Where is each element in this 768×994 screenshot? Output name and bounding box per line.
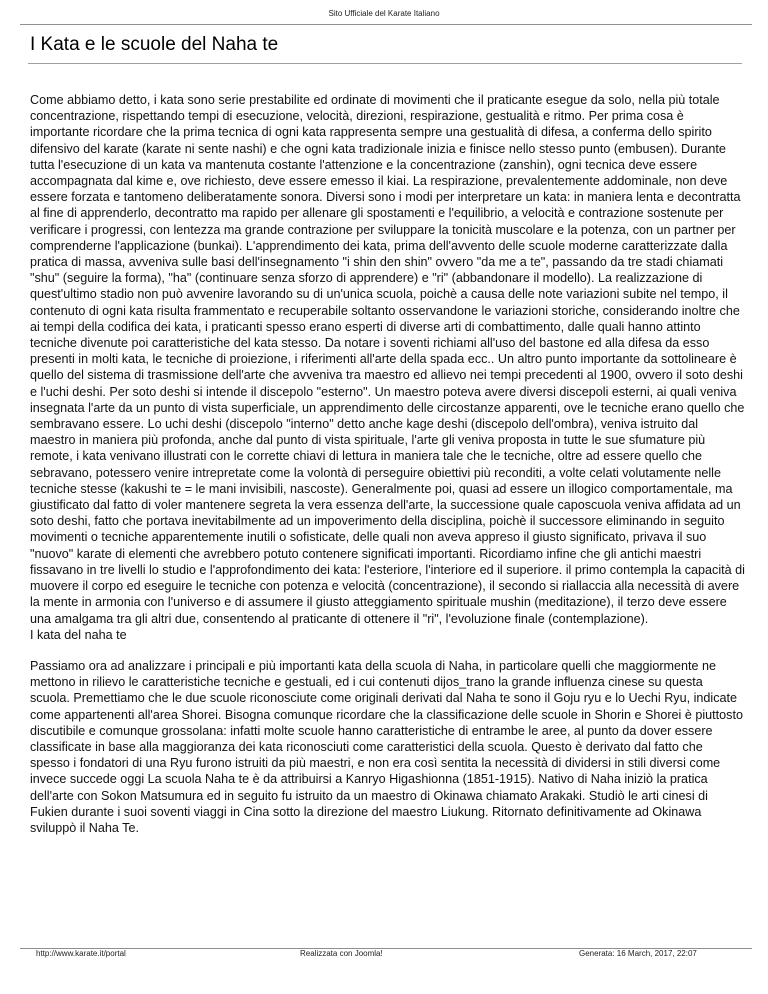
section-subheading: I kata del naha te <box>30 627 127 642</box>
article-body <box>30 92 746 836</box>
header-divider <box>20 24 752 25</box>
site-header: Sito Ufficiale del Karate Italiano <box>328 9 440 18</box>
article-paragraph-2: Passiamo ora ad analizzare i principali e più importanti kata della scuola di Naha, in particolare quelli che maggiormente ne mettono in rilievo le caratteristiche tecniche e gestuali, ed i cui contenuti dijos_trano la grande influenza cinese su questa scuola. Premettiamo che le due scuole riconosciute come originali derivati dal Naha te sono il Goju ryu e lo Uechi Ryu, indicate come appartenenti all'area Shorei. Bisogna comunque ricordare che la classificazione delle scuole in Shorin e Shorei è piuttosto discutibile e comunque grossolana: infatti molte scuole hanno caratteristiche di entrambe le aree, al punto da dover essere classificate in base alla maggioranza dei kata riconosciuti come caratteristici della scuola. Questo è derivato dal fatto che spesso i fondatori di una Ryu furono istruiti da più maestri, e non era così sentita la necessità di dividersi in stili diversi come invece succede oggi La scuola Naha te è da attribuirsi a Kanryo Higashionna (1851-1915). Nativo di Naha iniziò la pratica dell'arte con Sokon Matsumura ed in seguito fu istruito da un maestro di Okinawa chiamato Arakaki. Studiò le arti cinesi di Fukien durante i suoi soventi viaggi in Cina sotto la direzione del maestro Liukung. Ritornato definitivamente ad Okinawa sviluppò il Naha Te. <box>30 658 743 835</box>
footer-generated-date: Generata: 16 March, 2017, 22:07 <box>579 949 697 958</box>
footer-url: http://www.karate.it/portal <box>36 949 126 958</box>
page-title: I Kata e le scuole del Naha te <box>30 34 279 55</box>
title-divider <box>28 63 742 64</box>
article-paragraph-1: Come abbiamo detto, i kata sono serie prestabilite ed ordinate di movimenti che il praticante esegue da solo, nella più totale concentrazione, rispettando tempi di esecuzione, velocità, direzioni, respirazione, gestualità e ritmo. Per prima cosa è importante ricordare che la prima tecnica di ogni kata rappresenta sempre una gestualità di difesa, a conferma dello spirito difensivo del karate (karate ni sente nashi) e che ogni kata tradizionale inizia e finisce nello stesso punto (embusen). Durante tutta l'esecuzione di un kata va mantenuta costante l'attenzione e la concentrazione (zanshin), ogni tecnica deve essere accompagnata dal kime e, ove richiesto, deve essere emesso il kiai. La respirazione, prevalentemente addominale, non deve essere forzata e tantomeno deliberatamente sonora. Diversi sono i modi per interpretare un kata: in maniera lenta e decontratta al fine di apprenderlo, decontratto ma rapido per allenare gli spostamenti e l'equilibrio, a velocità e contrazione sostenute per verificare i progressi, con lentezza ma grande contrazione per sviluppare la tonicità muscolare e la potenza, con un partner per comprenderne l'applicazione (bunkai). L'apprendimento dei kata, prima dell'avvento delle scuole moderne caratterizzate dalla pratica di massa, avveniva sulle basi dell'insegnamento "i shin den shin" ovvero "da me a te", passando da tre stadi chiamati "shu" (seguire la forma), "ha" (continuare senza sforzo di apprendere) e "ri" (abbandonare il modello). La realizzazione di quest'ultimo stadio non può avvenire lavorando su di un'unica scuola, poichè a causa delle note variazioni subite nel tempo, il contenuto di ogni kata risulta frammentato e recuperabile soltanto osservandone le variazioni storiche, considerando inoltre che ai tempi della codifica dei kata, i praticanti spesso erano esperti di diverse arti di combattimento, dalle quali hanno attinto tecniche divenute poi caratteristiche del kata stesso. Da notare i soventi richiami all'uso del bastone ed alla difesa da esso presenti in molti kata, le tecniche di proiezione, i riferimenti all'arte della spada ecc.. Un altro punto importante da sottolineare è quello del sistema di trasmissione dell'arte che avveniva tra maestro ed allievo nei tempi precedenti al 1900, ovvero il soto deshi e l'uchi deshi. Per soto deshi si intende il discepolo "esterno". Un maestro poteva avere diversi discepoli esterni, ai quali veniva insegnata l'arte da un punto di vista superficiale, un apprendimento delle circostanze apparenti, ove le tecniche erano quello che sembravano essere. Lo uchi deshi (discepolo "interno" detto anche kage deshi (discepolo dell'ombra), veniva istruito dal maestro in maniera più profonda, anche dal punto di vista spirituale, l'arte gli veniva proposta in tutte le sue sfumature più remote, i kata venivano illustrati con le corrette chiavi di lettura in maniera tale che le tecniche, oltre ad essere quello che sebravano, potessero venire intrepretate come la volontà di perseguire obiettivi più reconditi, a volte celati volutamente nelle tecniche stesse (kakushi te = le mani invisibili, nascoste). Generalmente poi, quasi ad essere un illogico comportamentale, ma giustificato dal fatto di voler mantenere segreta la vera essenza dell'arte, la successione quale caposcuola veniva affidata ad un soto deshi, fatto che portava inevitabilmente ad un impoverimento della disciplina, poichè il successore eliminando in seguito movimenti o tecniche apparentemente inutili o sofisticate, delle quali non aveva appreso il giusto significato, privava il suo "nuovo" karate di elementi che avrebbero potuto contenere significati importanti. Ricordiamo infine che gli antichi maestri fissavano in tre livelli lo studio e l'approfondimento dei kata: l'esteriore, l'interiore ed il superiore. il primo contempla la capacità di muovere il corpo ed eseguire le tecniche con potenza e velocità (concentrazione), il secondo si riallaccia alla necessità di avere la mente in armonia con l'universo e di assumere il giusto atteggiamento spirituale mushin (meditazione), il terzo deve essere una amalgama tra gli altri due, consentendo al praticante di ottenere il "ri", l'evoluzione finale (contemplazione). <box>30 93 745 626</box>
footer-credit: Realizzata con Joomla! <box>300 949 383 958</box>
